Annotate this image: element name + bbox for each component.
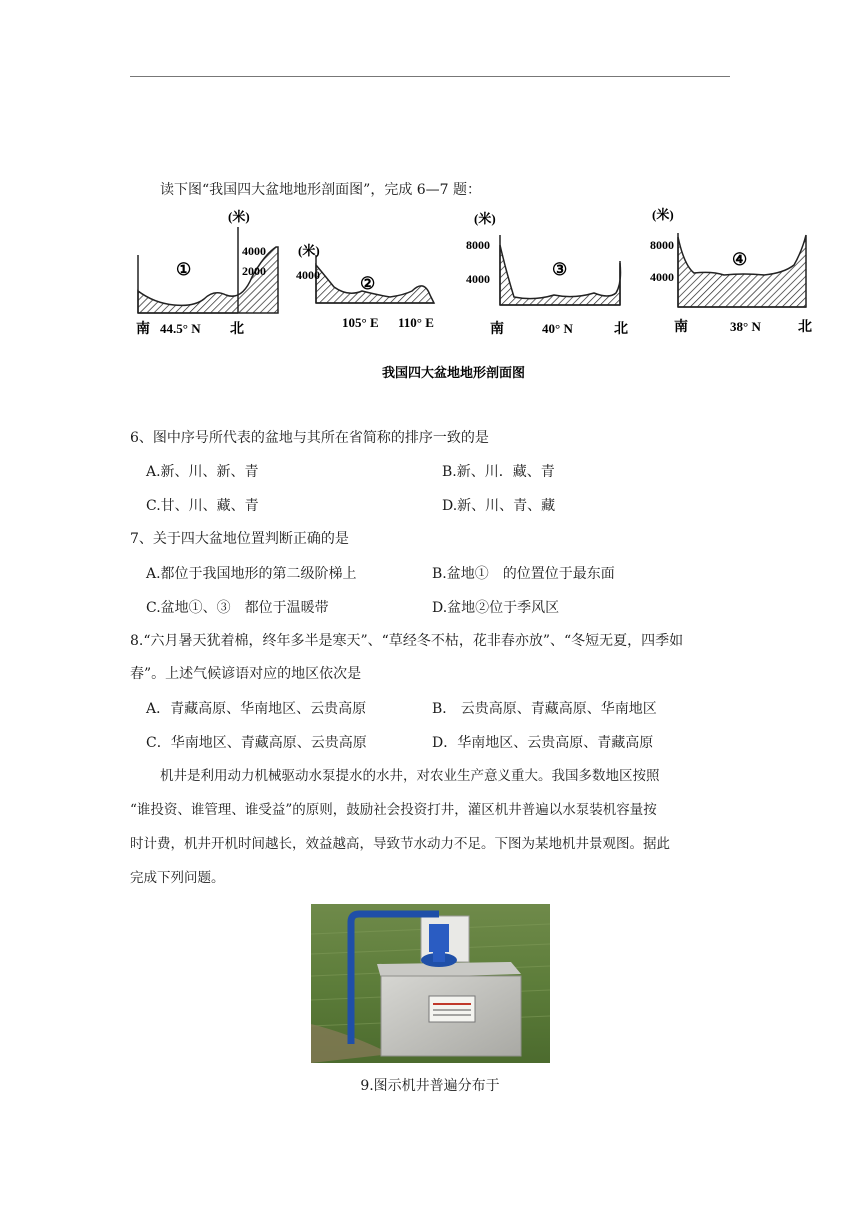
profile-4-tick-8000: 8000 (650, 238, 674, 252)
profile-3-lat-label: 40° N (542, 321, 573, 336)
profile-1-unit: (米) (228, 209, 250, 224)
q8-stem-line1: 8.“六月暑天犹着棉，终年多半是寒天”、“草经冬不枯，花非春亦放”、“冬短无夏，四季如 (130, 633, 684, 649)
q6-option-d[interactable]: D.新、川、青、藏 (442, 498, 556, 514)
q7-option-b[interactable]: B.盆地① 的位置位于最东面 (432, 566, 615, 582)
q8-option-c[interactable]: C．华南地区、青藏高原、云贵高原 (146, 735, 367, 751)
q6-option-c[interactable]: C.甘、川、藏、青 (146, 498, 259, 514)
profile-3-south-label: 南 (490, 322, 504, 337)
profile-1-lat-label: 44.5° N (160, 321, 201, 336)
profile-1-number: ① (176, 260, 192, 279)
q7-option-d[interactable]: D.盆地②位于季风区 (432, 600, 560, 616)
q9-stem: 9.图示机井普遍分布于 (360, 1078, 500, 1094)
intro-6-7: 读下图“我国四大盆地地形剖面图”，完成 6—7 题： (160, 182, 482, 198)
profile-3-tick-8000: 8000 (466, 238, 490, 252)
basin-profile-figure (134, 205, 814, 385)
profile-3-north-label: 北 (614, 322, 628, 337)
profile-2-number: ② (360, 274, 376, 293)
profile-2-lon-110: 110° E (398, 315, 434, 330)
q8-option-b[interactable]: B． 云贵高原、青藏高原、华南地区 (432, 701, 657, 717)
figure-caption: 我国四大盆地地形剖面图 (382, 365, 526, 380)
profile-2-tick-4000: 4000 (296, 268, 320, 282)
q8-option-d[interactable]: D．华南地区、云贵高原、青藏高原 (432, 735, 654, 751)
profile-4 (650, 207, 812, 335)
profile-3-number: ③ (552, 260, 568, 279)
passage-line-2: “谁投资、谁管理、谁受益”的原则，鼓励社会投资打井，灌区机井普遍以水泵装机容量按 (130, 802, 657, 818)
profile-1-tick-2000: 2000 (242, 264, 266, 278)
profile-4-tick-4000: 4000 (650, 270, 674, 284)
profile-4-number: ④ (732, 250, 748, 269)
profile-1 (136, 209, 278, 337)
profile-1-north-label: 北 (230, 322, 244, 337)
q6-option-b[interactable]: B.新、川．藏、青 (442, 464, 555, 480)
profile-3-unit: (米) (474, 211, 496, 226)
profile-4-north-label: 北 (798, 320, 812, 335)
profile-2-unit: (米) (298, 243, 320, 258)
profile-3-tick-4000: 4000 (466, 272, 490, 286)
well-photo (311, 904, 550, 1063)
profile-4-unit: (米) (652, 207, 674, 222)
profile-1-south-label: 南 (136, 322, 150, 337)
q6-stem: 6、图中序号所代表的盆地与其所在省简称的排序一致的是 (130, 430, 489, 446)
q8-option-a[interactable]: A．青藏高原、华南地区、云贵高原 (146, 701, 367, 717)
profile-1-tick-4000: 4000 (242, 244, 266, 258)
profile-3 (466, 211, 628, 337)
q8-stem-line2: 春”。上述气候谚语对应的地区依次是 (130, 666, 362, 682)
q7-option-c[interactable]: C.盆地①、③ 都位于温暖带 (146, 600, 329, 616)
passage-line-1: 机井是利用动力机械驱动水泵提水的水井，对农业生产意义重大。我国多数地区按照 (160, 768, 660, 784)
q7-option-a[interactable]: A.都位于我国地形的第二级阶梯上 (146, 566, 357, 582)
profile-4-south-label: 南 (674, 320, 688, 335)
q7-stem: 7、关于四大盆地位置判断正确的是 (130, 531, 349, 547)
header-rule (130, 76, 730, 77)
passage-line-3: 时计费，机井开机时间越长，效益越高，导致节水动力不足。下图为某地机井景观图。据此 (130, 836, 670, 852)
q6-option-a[interactable]: A.新、川、新、青 (146, 464, 259, 480)
passage-line-4: 完成下列问题。 (130, 870, 225, 886)
profile-2-lon-105: 105° E (342, 315, 379, 330)
profile-4-lat-label: 38° N (730, 319, 761, 334)
profile-2 (296, 243, 434, 330)
